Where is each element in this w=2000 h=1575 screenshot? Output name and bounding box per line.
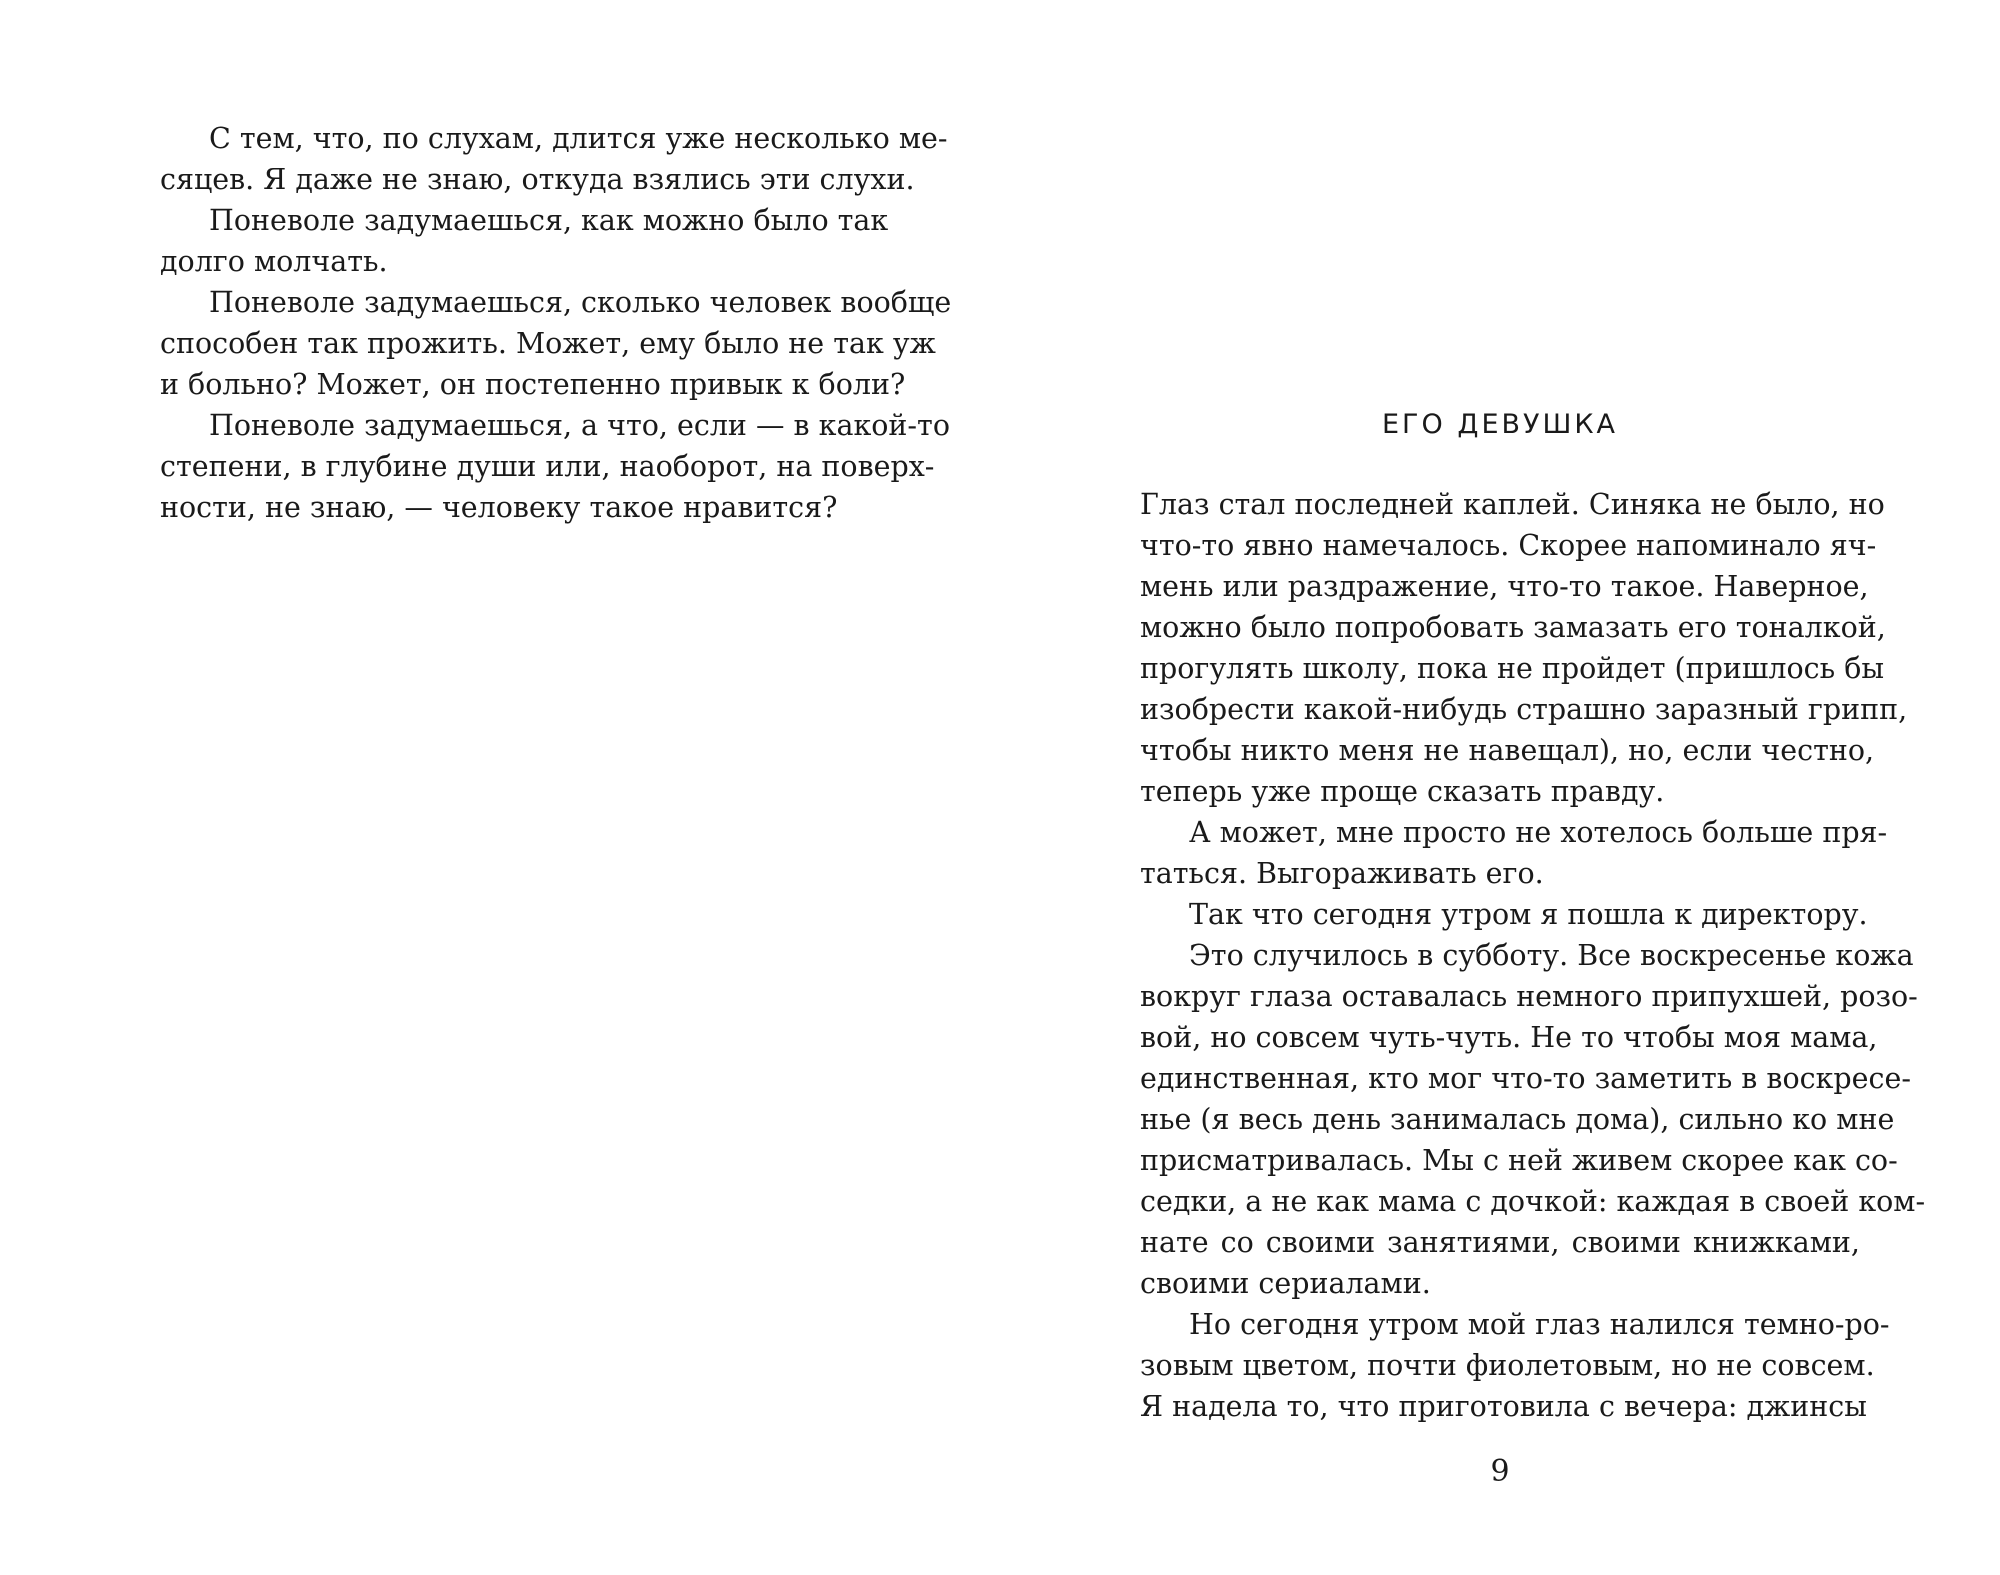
chapter-title: ЕГО ДЕВУШКА (1381, 409, 1618, 440)
text-line: присматривалась. Мы с ней живем скорее как со- (1140, 1144, 1898, 1177)
text-line: Я надела то, что приготовила с вечера: джинсы (1140, 1390, 1867, 1423)
text-line: Поневоле задумаешься, сколько человек вообще (209, 286, 952, 319)
text-line: Глаз стал последней каплей. Синяка не было, но (1140, 488, 1885, 521)
text-line: Это случилось в субботу. Все воскресенье кожа (1189, 939, 1914, 972)
text-line: изобрести какой-нибудь страшно заразный грипп, (1140, 693, 1908, 726)
text-line: степени, в глубине души или, наоборот, на поверх- (160, 450, 935, 483)
text-line: и больно? Может, он постепенно привык к боли? (160, 368, 906, 401)
text-line: что-то явно намечалось. Скорее напоминало яч- (1140, 529, 1877, 562)
text-line: долго молчать. (160, 245, 388, 278)
text-line: ности, не знаю, — человеку такое нравится? (160, 491, 838, 524)
text-line: нье (я весь день занималась дома), сильно ко мне (1140, 1103, 1895, 1136)
text-line: единственная, кто мог что-то заметить в воскресе- (1140, 1062, 1911, 1095)
text-line: А может, мне просто не хотелось больше пря- (1189, 816, 1888, 849)
text-line: Поневоле задумаешься, а что, если — в какой-то (209, 409, 950, 442)
text-line: Но сегодня утром мой глаз налился темно-ро- (1189, 1308, 1890, 1341)
text-line: Поневоле задумаешься, как можно было так (209, 204, 889, 237)
left-page (160, 118, 952, 528)
text-line: можно было попробовать замазать его тоналкой, (1140, 611, 1886, 644)
text-line: зовым цветом, почти фиолетовым, но не совсем. (1140, 1349, 1875, 1382)
text-line: сяцев. Я даже не знаю, откуда взялись эти слухи. (160, 163, 915, 196)
text-line: С тем, что, по слухам, длится уже несколько ме- (209, 122, 948, 155)
text-line: мень или раздражение, что-то такое. Наверное, (1140, 570, 1869, 603)
text-line: таться. Выгораживать его. (1140, 857, 1544, 890)
text-line: своими сериалами. (1140, 1267, 1431, 1300)
text-line: нате со своими занятиями, своими книжками, (1140, 1226, 1860, 1259)
text-line: Так что сегодня утром я пошла к директору. (1189, 898, 1868, 931)
text-line: чтобы никто меня не навещал), но, если честно, (1140, 734, 1875, 767)
text-line: вой, но совсем чуть-чуть. Не то чтобы моя мама, (1140, 1021, 1878, 1054)
chapter-body (1140, 484, 1926, 1427)
text-line: прогулять школу, пока не пройдет (пришлось бы (1140, 652, 1885, 685)
page-number: 9 (1490, 1454, 1510, 1489)
text-line: седки, а не как мама с дочкой: каждая в своей ком- (1140, 1185, 1926, 1218)
text-line: теперь уже проще сказать правду. (1140, 775, 1665, 808)
text-line: способен так прожить. Может, ему было не так уж (160, 327, 936, 360)
text-line: вокруг глаза оставалась немного припухшей, розо- (1140, 980, 1918, 1013)
